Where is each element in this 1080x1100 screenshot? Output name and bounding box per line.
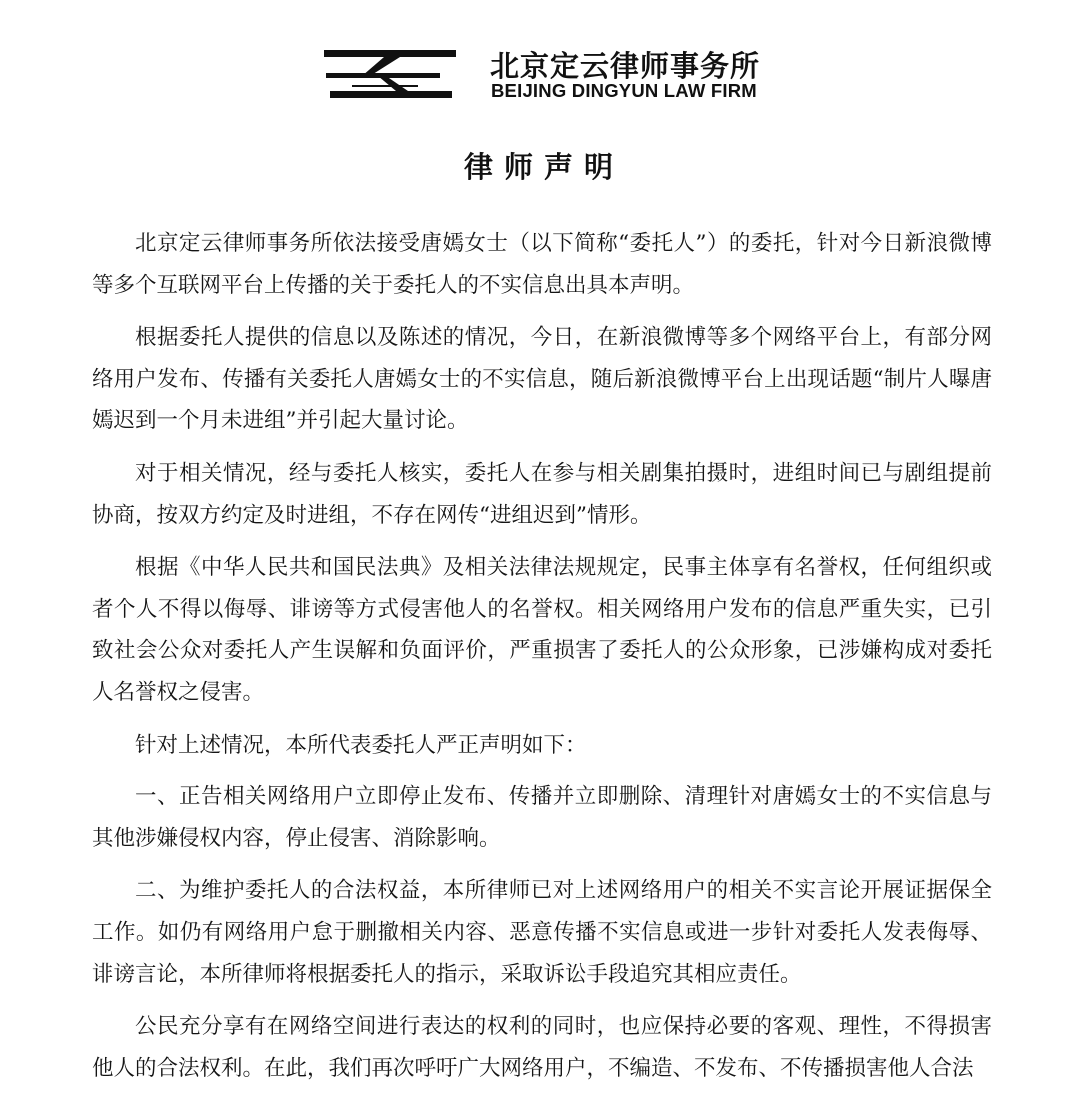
paragraph-closing: 公民充分享有在网络空间进行表达的权利的同时，也应保持必要的客观、理性，不得损害他人的合法权利。在此，我们再次呼吁广大网络用户，不编造、不发布、不传播损害他人合法 [92, 1014, 992, 1081]
letterhead [322, 42, 762, 102]
paragraph-background: 根据委托人提供的信息以及陈述的情况，今日，在新浪微博等多个网络平台上，有部分网络用户发布、传播有关委托人唐嫣女士的不实信息，随后新浪微博平台上出现话题“制片人曝唐嫣迟到一个月未进组”并引起大量讨论。 [92, 325, 992, 434]
firm-name-chinese: 北京定云律师事务所 [490, 49, 761, 83]
paragraph-item-one: 一、正告相关网络用户立即停止发布、传播并立即删除、清理针对唐嫣女士的不实信息与其他涉嫌侵权内容，停止侵害、消除影响。 [92, 784, 992, 851]
paragraph-item-two: 二、为维护委托人的合法权益，本所律师已对上述网络用户的相关不实言论开展证据保全工作。如仍有网络用户怠于删撤相关内容、恶意传播不实信息或进一步针对委托人发表侮辱、诽谤言论，本所律师将根据委托人的指示，采取诉讼手段追究其相应责任。 [92, 878, 992, 987]
firm-name-english: BEIJING DINGYUN LAW FIRM [491, 80, 757, 101]
document-title: 律师声明 [463, 150, 624, 184]
paragraph-declaration-lead: 针对上述情况，本所代表委托人严正声明如下： [135, 732, 587, 758]
law-firm-logo-icon [322, 46, 458, 102]
paragraph-legal-basis: 根据《中华人民共和国民法典》及相关法律法规规定，民事主体享有名誉权，任何组织或者个人不得以侮辱、诽谤等方式侵害他人的名誉权。相关网络用户发布的信息严重失实，已引致社会公众对委托人产生误解和负面评价，严重损害了委托人的公众形象，已涉嫌构成对委托人名誉权之侵害。 [92, 555, 992, 705]
paragraph-verification: 对于相关情况，经与委托人核实，委托人在参与相关剧集拍摄时，进组时间已与剧组提前协商，按双方约定及时进组，不存在网传“进组迟到”情形。 [92, 460, 992, 528]
paragraph-intro: 北京定云律师事务所依法接受唐嫣女士（以下简称“委托人”）的委托，针对今日新浪微博等多个互联网平台上传播的关于委托人的不实信息出具本声明。 [92, 231, 992, 298]
statement-body [92, 223, 992, 1100]
